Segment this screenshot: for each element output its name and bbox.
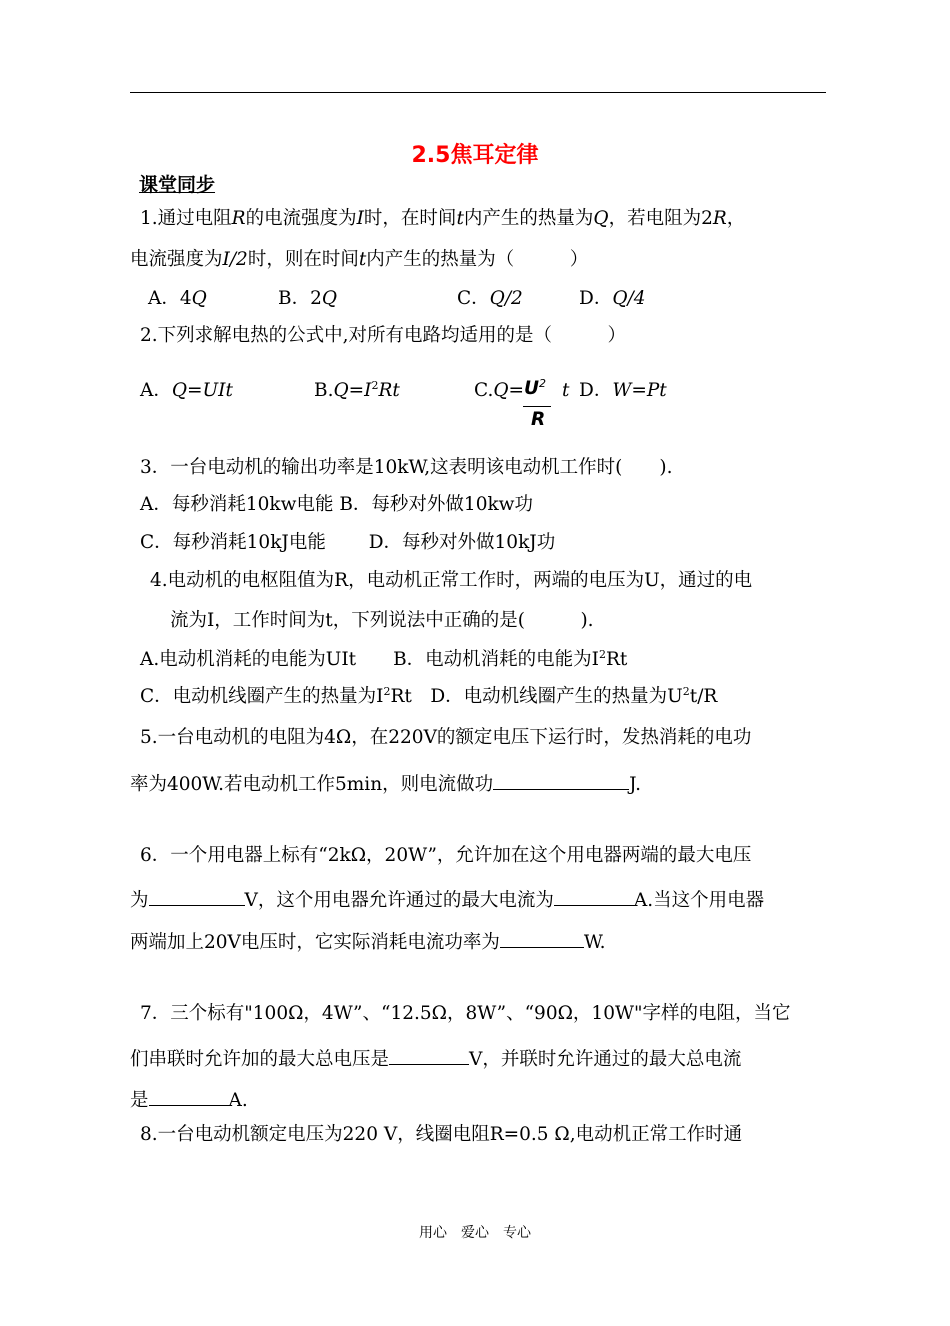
option-var: Q (191, 288, 207, 309)
q8-line1: 8.一台电动机额定电压为220 V，线圈电阻R=0.5 Ω,电动机正常工作时通 (140, 1124, 743, 1145)
question-text: W. (583, 932, 606, 953)
q4-options-ab (140, 647, 628, 670)
q1-var: R (231, 208, 246, 229)
question-text: J. (629, 774, 641, 795)
question-text: 两端加上20V电压时，它实际消耗电流功率为 (130, 932, 500, 953)
q1-text: 时，则在时间 (247, 249, 359, 270)
q2-fraction-denominator (531, 411, 545, 430)
q7-line1: 7．三个标有"100Ω，4W”、“12.5Ω，8W”、“90Ω，10W"字样的电阻，当它 (140, 1003, 791, 1024)
q1-var: I/2 (222, 249, 248, 270)
option-text: Rt (605, 649, 628, 670)
option-label: D． (579, 288, 613, 309)
q1-line2 (130, 251, 588, 270)
q1-option-c (457, 290, 523, 309)
question-text: 为 (130, 890, 149, 911)
answer-blank[interactable] (493, 771, 629, 790)
q4-line1: 4.电动机的电枢阻值为R，电动机正常工作时，两端的电压为U，通过的电 (150, 570, 753, 591)
q1-var: R (712, 208, 727, 229)
q1-text: 内产生的热量为 (463, 208, 594, 229)
numerator: U (524, 378, 540, 399)
q6-line2 (130, 887, 764, 911)
q1-var: I (356, 208, 364, 229)
page-footer: 用心 爱心 专心 (419, 1225, 531, 1241)
formula: Q=I (333, 380, 372, 401)
superscript: 2 (682, 684, 690, 698)
formula: W=Pt (612, 380, 667, 401)
q1-text: 时，在时间 (363, 208, 457, 229)
q2-option-b (314, 378, 400, 401)
q1-var: t (358, 249, 367, 270)
answer-blank[interactable] (554, 887, 634, 906)
option-label: A．4 (148, 288, 192, 309)
q3-options-cd: C．每秒消耗10kJ电能 D．每秒对外做10kJ功 (140, 532, 556, 553)
q1-option-d (579, 290, 646, 309)
superscript: 2 (539, 376, 547, 390)
page-title: 2.5焦耳定律 (411, 143, 539, 168)
q1-var: t (456, 208, 464, 229)
section-heading: 课堂同步 (139, 174, 216, 196)
formula: t (562, 380, 570, 401)
q2-fraction-numerator (524, 376, 547, 399)
superscript: 2 (598, 647, 606, 661)
q5-line2 (130, 771, 641, 795)
answer-blank[interactable] (389, 1046, 469, 1065)
fraction-bar (523, 406, 551, 407)
q1-text: 内产生的热量为（ ） (366, 249, 589, 270)
option-label: B. (314, 380, 334, 401)
q2-option-a (140, 382, 233, 401)
q1-var: Q (593, 208, 609, 229)
q2-option-c (474, 382, 524, 401)
q2-option-c-t (562, 382, 569, 401)
question-text: A. (228, 1090, 248, 1111)
q2-option-d (579, 382, 667, 401)
option-label: A． (140, 380, 172, 401)
q1-text: ，若电阻为2 (608, 208, 713, 229)
answer-blank[interactable] (149, 1087, 229, 1106)
formula: Q=UIt (171, 380, 233, 401)
answer-blank[interactable] (149, 887, 245, 906)
denominator: R (531, 409, 546, 430)
question-text: A.当这个用电器 (633, 890, 765, 911)
q3-options-ab: A．每秒消耗10kw电能 B．每秒对外做10kw功 (140, 494, 534, 515)
option-text: t/R (689, 686, 718, 707)
question-text: V，并联时允许通过的最大总电流 (469, 1049, 742, 1070)
q4-line2: 流为I，工作时间为t，下列说法中正确的是( ). (170, 610, 594, 631)
option-text: A.电动机消耗的电能为UIt B．电动机消耗的电能为I (140, 649, 599, 670)
question-text: 们串联时允许加的最大总电压是 (130, 1049, 390, 1070)
q1-option-a (148, 290, 207, 309)
q1-option-b (278, 290, 337, 309)
q1-line1 (140, 210, 745, 229)
option-var: Q (321, 288, 338, 309)
q4-options-cd (140, 684, 718, 707)
superscript: 2 (371, 378, 379, 392)
q1-text: ， (726, 208, 746, 229)
q2-stem: 2.下列求解电热的公式中,对所有电路均适用的是（ ） (140, 325, 627, 346)
q6-line3 (130, 929, 606, 953)
q1-text: 电流强度为 (130, 249, 223, 270)
option-label: C. (474, 380, 494, 401)
q7-line2 (130, 1046, 741, 1070)
option-label: B．2 (278, 288, 322, 309)
q3-stem: 3．一台电动机的输出功率是10kW,这表明该电动机工作时( ). (140, 457, 673, 478)
option-var: Q/4 (612, 288, 646, 309)
option-var: Q/2 (489, 288, 523, 309)
header-rule (130, 92, 826, 93)
q5-line1: 5.一台电动机的电阻为4Ω，在220V的额定电压下运行时，发热消耗的电功 (140, 727, 752, 748)
answer-blank[interactable] (500, 929, 584, 948)
q1-text: 1.通过电阻 (140, 208, 232, 229)
question-text: V，这个用电器允许通过的最大电流为 (244, 890, 554, 911)
superscript: 2 (383, 684, 391, 698)
option-label: C． (457, 288, 490, 309)
question-text: 是 (130, 1090, 149, 1111)
formula: Rt (378, 380, 400, 401)
formula: Q= (493, 380, 525, 401)
option-label: D． (579, 380, 613, 401)
option-text: Rt D．电动机线圈产生的热量为U (390, 686, 683, 707)
q6-line1: 6．一个用电器上标有“2kΩ，20W”，允许加在这个用电器两端的最大电压 (140, 845, 752, 866)
question-text: 率为400W.若电动机工作5min，则电流做功 (130, 774, 494, 795)
q1-text: 的电流强度为 (245, 208, 357, 229)
option-text: C．电动机线圈产生的热量为I (140, 686, 384, 707)
q7-line3 (130, 1087, 248, 1111)
